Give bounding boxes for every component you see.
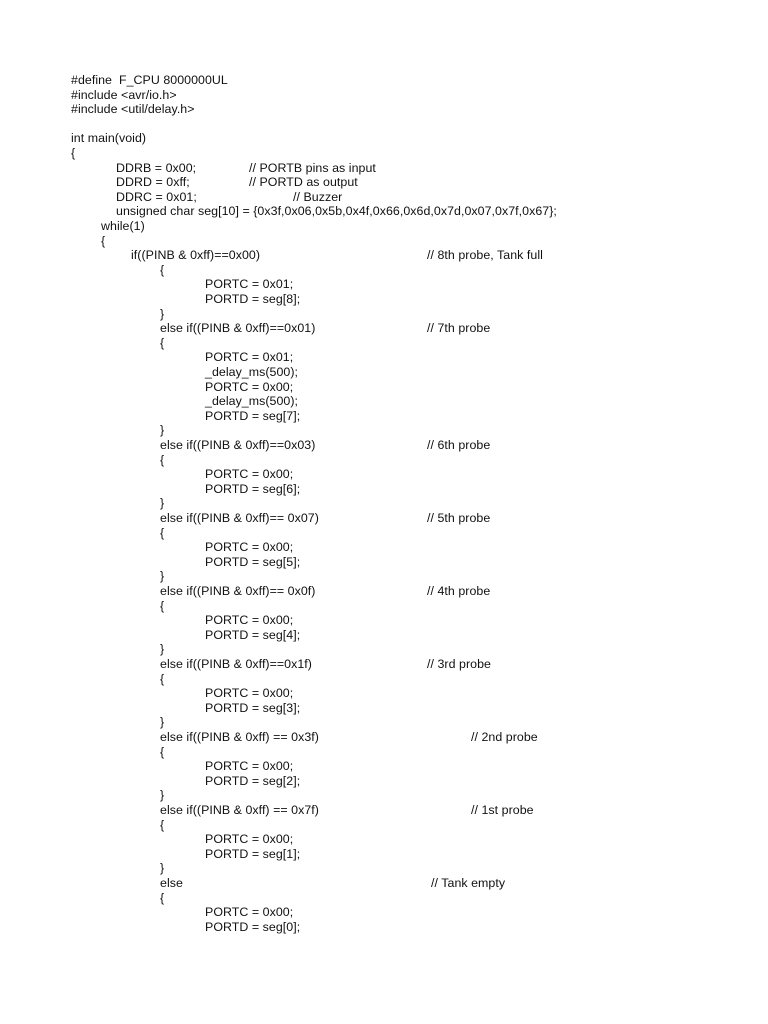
- code-text: if((PINB & 0xff)==0x00): [131, 248, 261, 263]
- code-text: {: [160, 817, 165, 832]
- code-text: unsigned char seg[10] = {0x3f,0x06,0x5b,0x4f,0x66,0x6d,0x7d,0x07,0x7f,0x67};: [116, 204, 557, 219]
- code-line: [0, 496, 768, 511]
- code-text: _delay_ms(500);: [205, 365, 299, 379]
- code-line: [0, 818, 768, 833]
- code-line: [0, 759, 768, 774]
- code-text: else if((PINB & 0xff)==0x1f): [160, 657, 312, 671]
- code-line: [0, 336, 768, 351]
- code-text: {: [160, 452, 165, 467]
- code-comment: // 2nd probe: [471, 730, 538, 744]
- code-text: else if((PINB & 0xff)==0x01): [160, 321, 316, 336]
- code-text: }: [160, 715, 165, 730]
- code-text: PORTC = 0x00;: [205, 540, 294, 555]
- code-line: [0, 380, 768, 395]
- code-line: [0, 672, 768, 687]
- code-text: PORTC = 0x00;: [205, 379, 294, 394]
- code-text: PORTC = 0x00;: [205, 467, 294, 482]
- code-text: }: [160, 306, 165, 321]
- code-line: [0, 467, 768, 482]
- code-line: [0, 803, 768, 818]
- code-line: [0, 88, 768, 103]
- code-line: [0, 248, 768, 263]
- code-line: [0, 307, 768, 322]
- code-line: [0, 891, 768, 906]
- code-text: _delay_ms(500);: [205, 394, 299, 409]
- code-text: PORTC = 0x00;: [205, 686, 294, 701]
- code-text: PORTC = 0x00;: [205, 832, 294, 847]
- code-text: int main(void): [71, 131, 147, 146]
- code-line: [0, 599, 768, 614]
- code-line: [0, 628, 768, 643]
- code-text: PORTC = 0x00;: [205, 613, 294, 628]
- code-text: }: [160, 788, 165, 803]
- code-line: [0, 175, 768, 190]
- code-text: else if((PINB & 0xff)== 0x07): [160, 511, 319, 525]
- code-comment: // 3rd probe: [427, 657, 491, 671]
- code-line: [0, 920, 768, 935]
- code-line: [0, 774, 768, 789]
- code-text: PORTD = seg[7];: [205, 408, 301, 423]
- code-text: #include <avr/io.h>: [71, 87, 177, 102]
- code-line: [0, 613, 768, 628]
- code-text: PORTD = seg[4];: [205, 627, 301, 642]
- code-comment: // PORTB pins as input: [249, 160, 376, 175]
- code-comment: // Buzzer: [293, 189, 343, 204]
- code-line: [0, 365, 768, 380]
- code-text: {: [160, 890, 165, 905]
- code-comment: // 6th probe: [427, 438, 491, 452]
- code-line: [0, 73, 768, 88]
- code-line: [0, 715, 768, 730]
- code-text: PORTD = seg[8];: [205, 292, 301, 306]
- code-text: {: [160, 598, 165, 613]
- code-line: [0, 657, 768, 672]
- code-line: [0, 745, 768, 760]
- code-line: [0, 482, 768, 497]
- code-text: PORTD = seg[0];: [205, 919, 301, 934]
- code-line: [0, 453, 768, 468]
- code-text: }: [160, 861, 165, 876]
- code-text: PORTD = seg[3];: [205, 700, 301, 715]
- code-text: else if((PINB & 0xff) == 0x7f): [160, 803, 319, 817]
- code-line: [0, 438, 768, 453]
- code-text: }: [160, 642, 165, 657]
- code-line: [0, 409, 768, 424]
- code-line: [0, 102, 768, 117]
- code-line: [0, 847, 768, 862]
- code-comment: // Tank empty: [431, 876, 506, 890]
- code-text: PORTC = 0x00;: [205, 905, 294, 920]
- code-line: [0, 584, 768, 599]
- code-line: [0, 219, 768, 234]
- code-text: PORTC = 0x00;: [205, 759, 294, 774]
- code-line: [0, 277, 768, 292]
- code-line: [0, 540, 768, 555]
- code-line: [0, 686, 768, 701]
- code-line: [0, 788, 768, 803]
- code-line: [0, 569, 768, 584]
- code-line: [0, 146, 768, 161]
- code-text: PORTD = seg[1];: [205, 846, 301, 861]
- code-line: [0, 905, 768, 920]
- code-line: [0, 642, 768, 657]
- code-text: else: [160, 876, 183, 890]
- code-text: {: [160, 525, 165, 540]
- code-line: [0, 161, 768, 176]
- code-text: PORTC = 0x01;: [205, 277, 294, 292]
- code-text: }: [160, 569, 165, 584]
- code-text: while(1): [101, 219, 145, 233]
- code-line: [0, 511, 768, 526]
- code-line: [0, 204, 768, 219]
- code-line: [0, 876, 768, 891]
- code-text: {: [160, 744, 165, 759]
- code-comment: // 4th probe: [427, 584, 491, 598]
- code-line: [0, 861, 768, 876]
- code-line: [0, 526, 768, 541]
- code-comment: // 8th probe, Tank full: [427, 248, 543, 263]
- code-line: [0, 321, 768, 336]
- code-text: else if((PINB & 0xff)==0x03): [160, 438, 316, 452]
- code-text: }: [160, 496, 165, 511]
- code-text: else if((PINB & 0xff) == 0x3f): [160, 730, 319, 744]
- code-line: [0, 131, 768, 146]
- code-text: else if((PINB & 0xff)== 0x0f): [160, 584, 316, 598]
- code-text: {: [160, 335, 165, 350]
- code-text: DDRB = 0x00;: [116, 160, 197, 175]
- code-line: [0, 701, 768, 716]
- code-line: [0, 730, 768, 745]
- code-line: [0, 555, 768, 570]
- code-text: DDRC = 0x01;: [116, 189, 197, 204]
- code-text: {: [101, 233, 106, 248]
- code-line: [0, 423, 768, 438]
- code-text: #define F_CPU 8000000UL: [71, 73, 228, 87]
- code-text: PORTD = seg[2];: [205, 773, 301, 788]
- code-line: [0, 190, 768, 205]
- code-line: [0, 350, 768, 365]
- code-comment: // 1st probe: [471, 803, 534, 817]
- code-text: PORTD = seg[6];: [205, 481, 301, 496]
- code-text: {: [71, 146, 76, 160]
- code-line: [0, 394, 768, 409]
- code-text: {: [160, 262, 165, 277]
- code-text: PORTC = 0x01;: [205, 350, 294, 365]
- code-text: #include <util/delay.h>: [71, 102, 195, 117]
- code-line: [0, 832, 768, 847]
- code-line: [0, 263, 768, 278]
- code-line: [0, 234, 768, 249]
- code-comment: // 5th probe: [427, 511, 491, 525]
- code-text: {: [160, 671, 165, 686]
- code-text: PORTD = seg[5];: [205, 554, 301, 569]
- code-comment: // 7th probe: [427, 321, 491, 336]
- code-text: DDRD = 0xff;: [116, 175, 190, 190]
- code-text: }: [160, 423, 165, 438]
- code-line: [0, 292, 768, 307]
- code-comment: // PORTD as output: [249, 175, 358, 190]
